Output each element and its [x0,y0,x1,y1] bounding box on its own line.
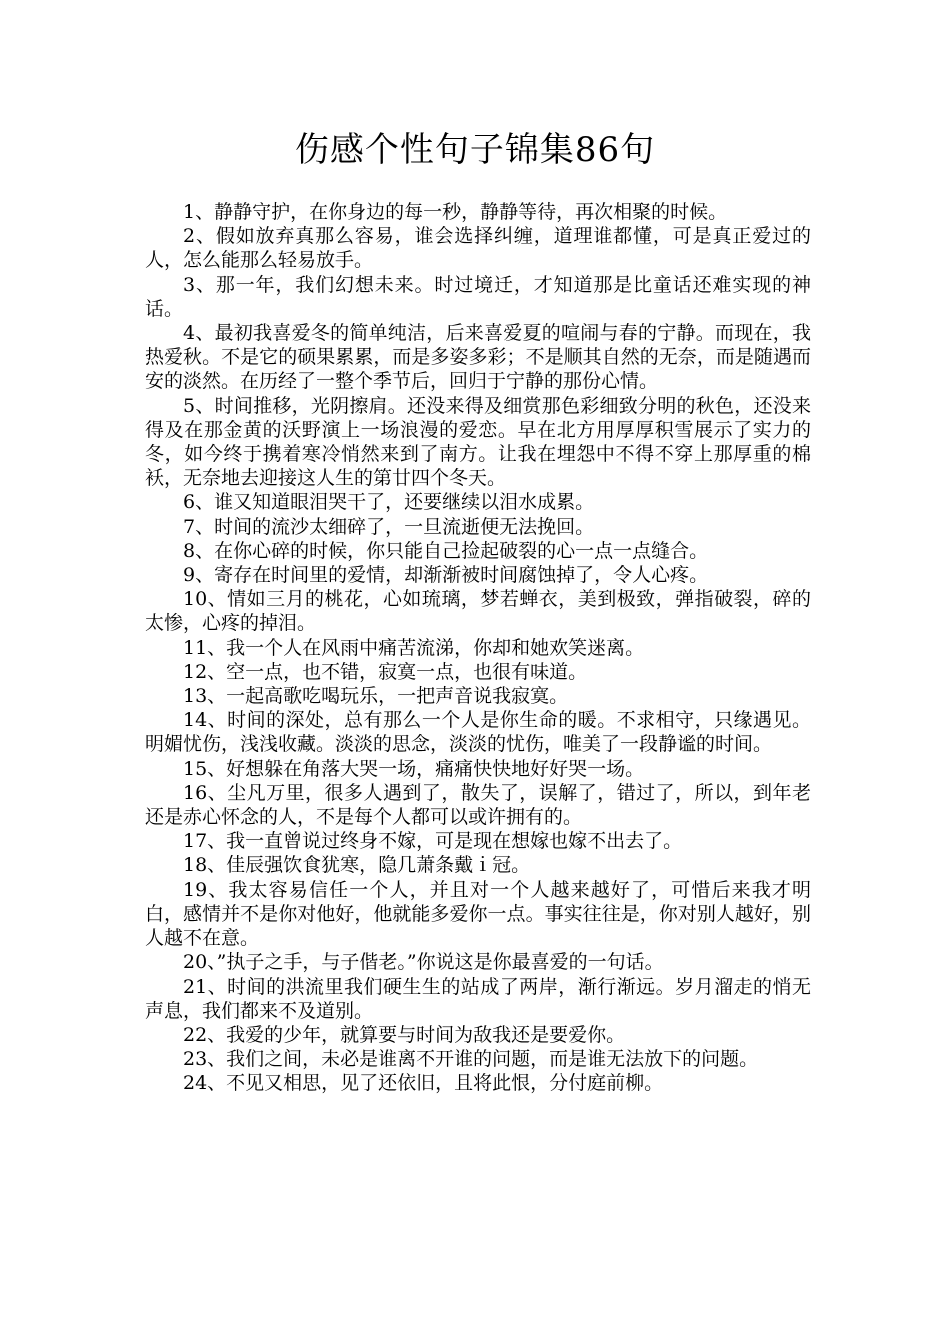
paragraph-11: 11、我一个人在风雨中痛苦流涕，你却和她欢笑迷离。 [183,636,645,659]
paragraph-20: 20、”执子之手，与子偕老。”你说这是你最喜爱的一句话。 [183,951,664,974]
paragraph-17: 17、我一直曾说过终身不嫁，可是现在想嫁也嫁不出去了。 [183,830,683,853]
paragraph-22: 22、我爱的少年，就算要与时间为敌我还是要爱你。 [183,1023,626,1046]
paragraph-15: 15、好想躲在角落大哭一场，痛痛快快地好好哭一场。 [183,757,645,780]
paragraph-18: 18、佳辰强饮食犹寒，隐几萧条戴ｉ冠。 [183,854,531,877]
paragraph-6: 6、谁又知道眼泪哭干了，还要继续以泪水成累。 [183,491,595,514]
paragraph-12: 12、空一点，也不错，寂寞一点，也很有味道。 [183,660,588,683]
paragraph-7: 7、时间的流沙太细碎了，一旦流逝便无法挽回。 [183,515,595,538]
paragraph-1: 1、静静守护，在你身边的每一秒，静静等待，再次相聚的时候。 [183,201,728,223]
document-title: 伤感个性句子锦集86句 [294,130,656,170]
paragraph-23: 23、我们之间，未必是谁离不开谁的问题，而是谁无法放下的问题。 [183,1048,759,1071]
paragraph-3: 3、那一年，我们幻想未来。时过境迁，才知道那是比童话还难实现的神话。 [145,273,811,320]
paragraph-5: 5、时间推移，光阴擦肩。还没来得及细赏那色彩细致分明的秋色，还没来得及在那金黄的沃野演上一场浪漫的爱恋。早在北方用厚厚积雪展示了实力的冬，如今终于携着寒冷悄然来到了南方。让我在埋怨中不得不穿上那厚重的棉袄，无奈地去迎接这人生的第廿四个冬天。 [145,394,811,490]
paragraph-21: 21、时间的洪流里我们硬生生的站成了两岸，渐行渐远。岁月溜走的悄无声息，我们都来不及道别。 [145,975,811,1022]
document-body [145,200,811,1096]
paragraph-24: 24、不见又相思，见了还依旧，且将此恨，分付庭前柳。 [183,1072,664,1095]
paragraph-4: 4、最初我喜爱冬的简单纯洁，后来喜爱夏的喧闹与春的宁静。而现在，我热爱秋。不是它的硕果累累，而是多姿多彩；不是顺其自然的无奈，而是随遇而安的淡然。在历经了一整个季节后，回归于宁静的那份心情。 [145,322,811,393]
paragraph-16: 16、尘凡万里，很多人遇到了，散失了，误解了，错过了，所以，到年老还是赤心怀念的人，不是每个人都可以或许拥有的。 [145,781,811,829]
paragraph-9: 9、寄存在时间里的爱情，却渐渐被时间腐蚀掉了，令人心疼。 [183,564,709,587]
paragraph-13: 13、一起高歌吃喝玩乐，一把声音说我寂寞。 [183,685,569,708]
paragraph-19: 19、我太容易信任一个人，并且对一个人越来越好了，可惜后来我才明白，感情并不是你对他好，他就能多爱你一点。事实往往是，你对别人越好，别人越不在意。 [145,878,811,950]
paragraph-14: 14、时间的深处，总有那么一个人是你生命的暖。不求相守，只缘遇见。明媚忧伤，浅浅收藏。淡淡的思念，淡淡的忧伤，唯美了一段静谧的时间。 [145,709,811,756]
paragraph-8: 8、在你心碎的时候，你只能自己捡起破裂的心一点一点缝合。 [183,539,709,562]
paragraph-2: 2、假如放弃真那么容易，谁会选择纠缠，道理谁都懂，可是真正爱过的人，怎么能那么轻易放手。 [145,225,811,272]
paragraph-10: 10、情如三月的桃花，心如琉璃，梦若蝉衣，美到极致，弹指破裂，碎的太惨，心疼的掉泪。 [145,588,811,635]
